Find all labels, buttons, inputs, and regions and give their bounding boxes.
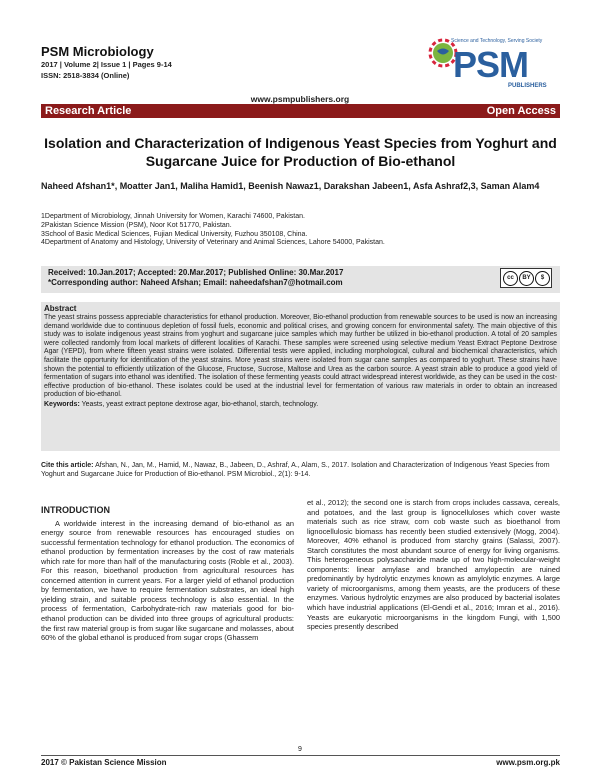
logo-text: PSM xyxy=(453,44,529,85)
author-list: Naheed Afshan1*, Moatter Jan1, Maliha Hamid1, Beenish Nawaz1, Darakshan Jabeen1, Asfa Ashraf2,3, Saman Alam4 xyxy=(41,181,540,191)
noncommercial-icon: $ xyxy=(535,271,550,286)
cc-license-badge[interactable] xyxy=(500,268,552,288)
article-type-banner xyxy=(41,104,560,118)
affiliation-item: 1Department of Microbiology, Jinnah University for Women, Karachi 74600, Pakistan. xyxy=(41,213,305,220)
logo-tagline: Science and Technology, Serving Society xyxy=(451,38,543,44)
keywords-label: Keywords: xyxy=(44,400,80,408)
citation xyxy=(41,461,560,479)
intro-column-left xyxy=(41,506,294,643)
affiliation-item: 2Pakistan Science Mission (PSM), Noor Kot 51770, Pakistan. xyxy=(41,221,232,229)
intro-paragraph-left: A worldwide interest in the increasing demand of bio-ethanol as an energy source from renewable resources has encouraged studies on successful fermentation technology for ethanol production. The economics of ethanol production by fermentation increases by the cost of raw materials which rate for more than half of the manufacturing costs (Roble et al., 2003). For this reason, bioethanol production from agricultural resources has concerned attention in current years. For a larger yield of ethanol production by fermentation, we have to require fermentation substrates, an ideal high yielding strain, and suitable process technology is also essential. In the process of fermentation, Carbohydrate-rich raw materials good for bio-ethanol production can be divided into three groups of agricultural products: the first raw material group is from sugar like sugarcane and molasses, about 60% of the global ethanol is produced from sugar crops (Ghassem xyxy=(41,518,294,643)
journal-name: PSM Microbiology xyxy=(41,44,154,59)
keywords-text: Yeasts, yeast extract peptone dextrose agar, bio-ethanol, starch, technology. xyxy=(79,400,319,408)
citation-label: Cite this article: xyxy=(41,462,94,469)
affiliation-item: 4Department of Anatomy and Histology, University of Veterinary and Animal Sciences, Lahore 54000, Pakistan. xyxy=(41,239,385,247)
page-number: 9 xyxy=(298,746,302,753)
intro-column-right xyxy=(307,498,560,632)
intro-paragraph-right: et al., 2012); the second one is starch from crops includes cassava, cereals, and potatoes, and the last group is lignocelluloses which cover waste materials such as rice straw, corn cob waste such as bioethanol from lignocellulosic biomass has recently been studied extensively (Mogg, 2004). Moreover, 40% ethanol is produced from starchy grains (Salassi, 2007). Starch constitutes the most abundant source of energy for living organisms. This heterogeneous polysaccharide made up of two high-molecular-weight components: linear amylase and branched amylopectin are ruined predominantly by hydrolytic enzymes known as amylolytic enzymes. A large variety of microorganisms, among them yeasts, are the producers of these enzymes. Various hydrolytic enzymes are also produced by bacterial isolates which have industrial applications (El-Gendi et al., 2016; Imran et al., 2016). Yeasts are eukaryotic microorganisms in the kingdom Fungi, with 1,500 species presently described xyxy=(307,498,560,632)
publisher-website[interactable]: www.psmpublishers.org xyxy=(250,94,350,104)
introduction-heading: INTRODUCTION xyxy=(41,505,110,515)
volume-line: 2017 | Volume 2| Issue 1 | Pages 9-14 xyxy=(41,60,172,69)
issn: ISSN: 2518-3834 (Online) xyxy=(41,70,130,80)
abstract-body: The yeast strains possess appreciable characteristics for ethanol production. Moreover, Bio-ethanol production from renewable sources to be used is now an increasing demand worldwide due to continuous depletion of fossil fuels, economic and political crises, and growing concern for environmental safety. The main objective of this study was to isolate indigenous yeast strains from yoghurt and sugarcane juice samples which may further be utilized in bio-ethanol production. A total of 20 samples were collected randomly from local markets of different localities of Karachi. These samples were screened using selective medium Yeast Extract Peptone Dextrose Agar (YEPD), from where fifteen yeast strains were isolated. Differential tests were applied, including morphological, cultural and biochemical characteristics, which facilitate the opportunity for identification of the yeast strains. More yeast strains were isolated from sugar cane samples as compared to yoghurt. These strains have shown the potential to efficiently utilization of the Glucose, Fructose, Sucrose, Maltose and Urea as the carbon source. A yeast strain able to produce a good yield of fermentation of sugars into ethanol was identified. The isolation of these fermenting yeasts could attract widespread interest worldwide, as they can be used in the cost-effective production of bio-ethanol. These isolates could be used at the industrial level for fermentation of various raw materials in order to obtain an increased production of bio-ethanol. xyxy=(44,314,557,399)
footer-copyright: 2017 © Pakistan Science Mission xyxy=(41,758,167,767)
logo-subtitle: PUBLISHERS xyxy=(508,83,547,89)
psm-logo xyxy=(428,36,560,94)
corresponding-author: *Corresponding author: Naheed Afshan; Email: naheedafshan7@hotmail.com xyxy=(48,278,343,287)
footer-website[interactable]: www.psm.org.pk xyxy=(496,758,560,767)
research-article-label: Research Article xyxy=(45,105,132,117)
article-title: Isolation and Characterization of Indigenous Yeast Species from Yoghurt and Sugarcane Juice for Production of Bio-ethanol xyxy=(44,135,557,169)
publication-dates: Received: 10.Jan.2017; Accepted: 20.Mar.2017; Published Online: 30.Mar.2017 xyxy=(48,268,344,277)
affiliations xyxy=(41,213,560,248)
affiliation-item: 3School of Basic Medical Sciences, Fujian Medical University, Fuzhou 350108, China. xyxy=(41,230,308,238)
journal-header xyxy=(41,44,172,80)
open-access-label: Open Access xyxy=(486,105,556,117)
footer-divider xyxy=(41,755,560,756)
keywords xyxy=(44,400,557,409)
abstract-heading: Abstract xyxy=(44,304,77,313)
cc-icon: cc xyxy=(503,271,518,286)
citation-text: Afshan, N., Jan, M., Hamid, M., Nawaz, B., Jabeen, D., Ashraf, A., Alam, S., 2017. Isolation and Characterization of Indigenous Yeast Species from Yoghurt and Sugarcane Juice for Production of Bio-ethanol. PSM Microbiol., 2(1): 9-14. xyxy=(41,462,550,478)
attribution-icon: BY xyxy=(519,271,534,286)
dates-box xyxy=(41,266,560,293)
abstract-box xyxy=(41,302,560,451)
